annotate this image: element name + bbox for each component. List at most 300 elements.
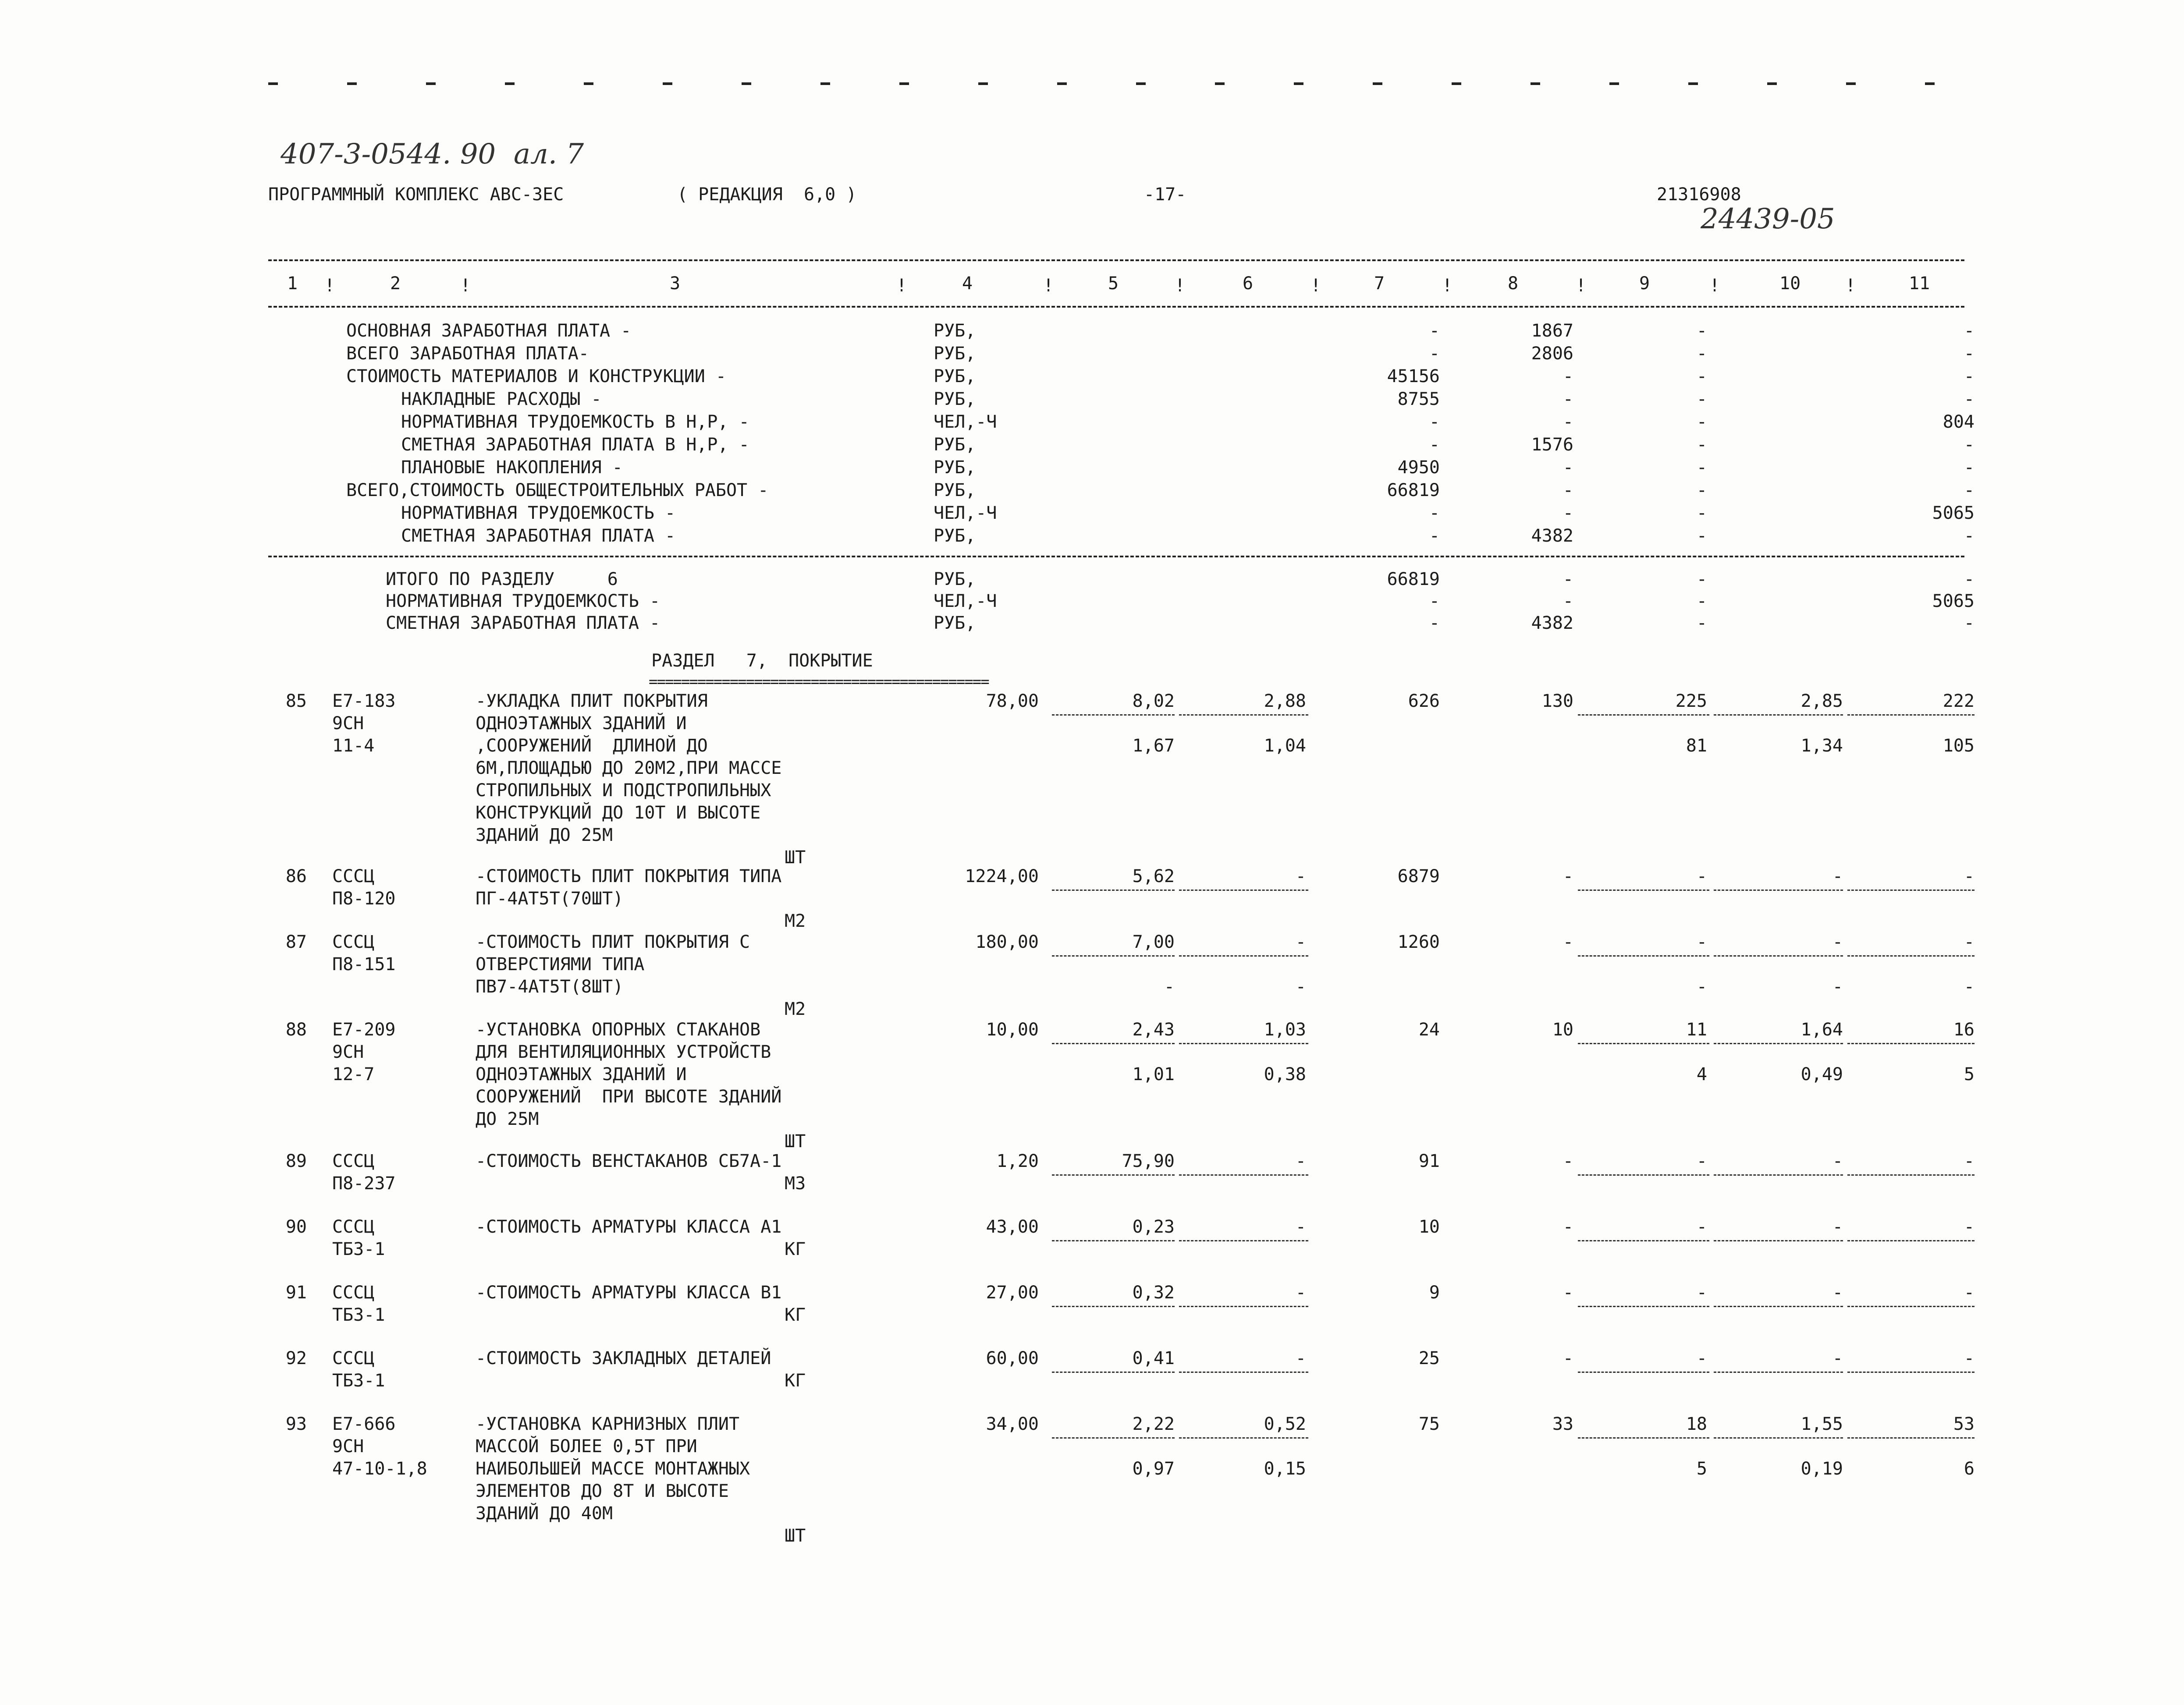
- item-c10: 2,85: [1800, 691, 1843, 711]
- column-separator: !: [1442, 276, 1453, 296]
- perforation-tick: [1057, 82, 1067, 85]
- totals-c9: -: [1696, 435, 1707, 455]
- totals-label: НОРМАТИВНАЯ ТРУДОЕМКОСТЬ -: [401, 503, 676, 523]
- item-description: -СТОИМОСТЬ АРМАТУРЫ КЛАССА А1: [476, 1217, 782, 1237]
- totals-c11: -: [1964, 457, 1974, 478]
- item-unit: КГ: [785, 1371, 806, 1391]
- item-description: ПГ-4АТ5Т(70ШТ): [476, 889, 624, 909]
- item-divider: [1714, 1437, 1843, 1439]
- totals-c8: -: [1563, 503, 1573, 523]
- column-separator: !: [1310, 276, 1321, 296]
- totals-c8: 2806: [1531, 344, 1573, 364]
- item-divider: [1847, 1306, 1974, 1307]
- totals-c9: -: [1696, 412, 1707, 432]
- item-description: ,СООРУЖЕНИЙ ДЛИНОЙ ДО: [476, 736, 708, 756]
- perforation-tick: [820, 82, 830, 85]
- item-c6: -: [1295, 1151, 1306, 1171]
- item-number: 86: [285, 866, 307, 886]
- totals-c7: 66819: [1387, 480, 1440, 500]
- item-c11b: 105: [1943, 736, 1974, 756]
- item-divider: [1578, 1306, 1709, 1307]
- item-divider: [1578, 1240, 1709, 1241]
- item-description: ДЛЯ ВЕНТИЛЯЦИОННЫХ УСТРОЙСТВ: [476, 1042, 771, 1062]
- totals-c11: -: [1964, 366, 1974, 386]
- totals-c8: 4382: [1531, 526, 1573, 546]
- item-c4: 1224,00: [965, 866, 1039, 886]
- item-description: -СТОИМОСТЬ ЗАКЛАДНЫХ ДЕТАЛЕЙ: [476, 1348, 771, 1368]
- item-c9: -: [1696, 866, 1707, 886]
- program-title: ПРОГРАММНЫЙ КОМПЛЕКС АВС-3ЕС: [268, 184, 564, 205]
- item-divider: [1179, 1043, 1308, 1044]
- item-description: КОНСТРУКЦИЙ ДО 10Т И ВЫСОТЕ: [476, 803, 761, 823]
- totals-c7: -: [1429, 344, 1440, 364]
- item-divider: [1052, 1372, 1175, 1373]
- item-c8: -: [1563, 1348, 1573, 1368]
- totals-c8: -: [1563, 389, 1573, 409]
- perforation-tick: [505, 82, 515, 85]
- item-description: СООРУЖЕНИЙ ПРИ ВЫСОТЕ ЗДАНИЙ: [476, 1087, 782, 1107]
- table-top-rule: [268, 259, 1964, 261]
- page-number: -17-: [1144, 184, 1186, 205]
- item-number: 88: [285, 1020, 307, 1040]
- item-divider: [1179, 1372, 1308, 1373]
- totals-label: СМЕТНАЯ ЗАРАБОТНАЯ ПЛАТА -: [401, 526, 676, 546]
- item-c10b: 1,34: [1800, 736, 1843, 756]
- summary-c9: -: [1696, 613, 1707, 633]
- item-c10: -: [1832, 932, 1843, 952]
- item-c11: -: [1964, 1283, 1974, 1303]
- item-description: ОТВЕРСТИЯМИ ТИПА: [476, 954, 645, 975]
- perforation-tick: [347, 82, 357, 85]
- summary-label: СМЕТНАЯ ЗАРАБОТНАЯ ПЛАТА -: [386, 613, 661, 633]
- item-number: 90: [285, 1217, 307, 1237]
- item-c10b: -: [1832, 977, 1843, 997]
- item-unit: КГ: [785, 1305, 806, 1325]
- totals-unit: ЧЕЛ,-Ч: [934, 412, 997, 432]
- column-separator: !: [324, 276, 335, 296]
- totals-rule: [268, 556, 1964, 557]
- item-c11b: 6: [1964, 1459, 1974, 1479]
- item-c9: -: [1696, 1283, 1707, 1303]
- column-number-8: 8: [1508, 273, 1519, 294]
- item-description: МАССОЙ БОЛЕЕ 0,5Т ПРИ: [476, 1436, 697, 1457]
- item-code: СССЦ: [332, 1151, 375, 1171]
- handwritten-code: 24439-05: [1701, 203, 1835, 235]
- item-unit: ШТ: [785, 1526, 806, 1546]
- item-description: ЗДАНИЙ ДО 40М: [476, 1503, 613, 1524]
- item-description: ЗДАНИЙ ДО 25М: [476, 825, 613, 845]
- item-c6b: 0,15: [1264, 1459, 1306, 1479]
- item-code: СССЦ: [332, 1348, 375, 1368]
- item-c9: -: [1696, 1217, 1707, 1237]
- perforation-tick: [1215, 82, 1225, 85]
- item-code: СССЦ: [332, 932, 375, 952]
- section-title-underline: ==========================================: [649, 673, 989, 691]
- totals-label: СМЕТНАЯ ЗАРАБОТНАЯ ПЛАТА В Н,Р, -: [401, 435, 749, 455]
- totals-label: ПЛАНОВЫЕ НАКОПЛЕНИЯ -: [401, 457, 623, 478]
- item-code: 9СН: [332, 1042, 364, 1062]
- perforation-tick: [268, 82, 278, 85]
- totals-unit: РУБ,: [934, 321, 976, 341]
- totals-c7: -: [1429, 435, 1440, 455]
- item-divider: [1714, 1372, 1843, 1373]
- summary-c8: 4382: [1531, 613, 1573, 633]
- item-divider: [1578, 955, 1709, 957]
- item-c6: -: [1295, 932, 1306, 952]
- totals-c11: 5065: [1932, 503, 1974, 523]
- totals-c8: 1576: [1531, 435, 1573, 455]
- item-divider: [1847, 955, 1974, 957]
- item-code: П8-151: [332, 954, 396, 975]
- totals-c8: -: [1563, 480, 1573, 500]
- item-description: -СТОИМОСТЬ ВЕНСТАКАНОВ СБ7А-1: [476, 1151, 782, 1171]
- item-code: Е7-183: [332, 691, 396, 711]
- item-divider: [1052, 714, 1175, 716]
- item-c11b: -: [1964, 977, 1974, 997]
- summary-c9: -: [1696, 569, 1707, 589]
- item-c11: -: [1964, 1151, 1974, 1171]
- item-description: -СТОИМОСТЬ ПЛИТ ПОКРЫТИЯ С: [476, 932, 750, 952]
- item-divider: [1052, 1240, 1175, 1241]
- item-c10: -: [1832, 1151, 1843, 1171]
- program-edition: ( РЕДАКЦИЯ 6,0 ): [677, 184, 857, 205]
- item-c10: -: [1832, 1348, 1843, 1368]
- item-c6: 1,03: [1264, 1020, 1306, 1040]
- item-c6: 2,88: [1264, 691, 1306, 711]
- item-description: ДО 25М: [476, 1109, 539, 1129]
- item-divider: [1847, 1174, 1974, 1176]
- summary-c11: -: [1964, 613, 1974, 633]
- item-number: 93: [285, 1414, 307, 1434]
- totals-unit: РУБ,: [934, 480, 976, 500]
- item-c5: 0,23: [1132, 1217, 1175, 1237]
- item-c10b: 0,49: [1800, 1064, 1843, 1085]
- item-c5: 0,32: [1132, 1283, 1175, 1303]
- totals-label: ВСЕГО ЗАРАБОТНАЯ ПЛАТА-: [346, 344, 589, 364]
- item-divider: [1578, 1372, 1709, 1373]
- item-c8: -: [1563, 932, 1573, 952]
- item-unit: ШТ: [785, 847, 806, 868]
- item-code: ТБ3-1: [332, 1305, 385, 1325]
- totals-c8: -: [1563, 412, 1573, 432]
- item-divider: [1052, 1306, 1175, 1307]
- item-divider: [1052, 890, 1175, 891]
- totals-c9: -: [1696, 321, 1707, 341]
- item-c7: 626: [1408, 691, 1440, 711]
- item-description: НАИБОЛЬШЕЙ МАССЕ МОНТАЖНЫХ: [476, 1459, 750, 1479]
- item-unit: М2: [785, 911, 806, 931]
- item-c8: -: [1563, 866, 1573, 886]
- summary-label: НОРМАТИВНАЯ ТРУДОЕМКОСТЬ -: [386, 591, 661, 611]
- perforation-tick: [1846, 82, 1856, 85]
- totals-c7: -: [1429, 526, 1440, 546]
- column-separator: !: [1043, 276, 1054, 296]
- item-divider: [1714, 714, 1843, 716]
- item-c4: 180,00: [975, 932, 1039, 952]
- item-c8: 130: [1541, 691, 1573, 711]
- totals-label: ОСНОВНАЯ ЗАРАБОТНАЯ ПЛАТА -: [346, 321, 632, 341]
- item-description: -УСТАНОВКА ОПОРНЫХ СТАКАНОВ: [476, 1020, 761, 1040]
- column-number-9: 9: [1639, 273, 1650, 294]
- perforation-tick: [1688, 82, 1698, 85]
- column-number-1: 1: [287, 273, 298, 294]
- item-c10b: 0,19: [1800, 1459, 1843, 1479]
- item-divider: [1179, 955, 1308, 957]
- item-code: СССЦ: [332, 1283, 375, 1303]
- item-c6: -: [1295, 1283, 1306, 1303]
- perforation-tick: [1531, 82, 1540, 85]
- item-c10: -: [1832, 1283, 1843, 1303]
- item-c5b: -: [1164, 977, 1175, 997]
- item-c8: 10: [1552, 1020, 1573, 1040]
- item-c7: 24: [1418, 1020, 1440, 1040]
- item-divider: [1847, 1043, 1974, 1044]
- item-c7: 9: [1429, 1283, 1440, 1303]
- perforation-tick: [1452, 82, 1461, 85]
- perforation-tick: [1767, 82, 1777, 85]
- item-divider: [1847, 1372, 1974, 1373]
- item-c10: 1,55: [1800, 1414, 1843, 1434]
- totals-c7: -: [1429, 412, 1440, 432]
- item-unit: ШТ: [785, 1131, 806, 1152]
- item-divider: [1179, 1240, 1308, 1241]
- totals-unit: ЧЕЛ,-Ч: [934, 503, 997, 523]
- totals-unit: РУБ,: [934, 435, 976, 455]
- item-c9b: -: [1696, 977, 1707, 997]
- item-c9b: 5: [1696, 1459, 1707, 1479]
- summary-c11: -: [1964, 569, 1974, 589]
- item-c4: 34,00: [986, 1414, 1039, 1434]
- item-c9b: 4: [1696, 1064, 1707, 1085]
- item-c10: 1,64: [1800, 1020, 1843, 1040]
- totals-c11: -: [1964, 480, 1974, 500]
- item-number: 91: [285, 1283, 307, 1303]
- summary-c7: 66819: [1387, 569, 1440, 589]
- totals-c11: -: [1964, 526, 1974, 546]
- item-description: -УКЛАДКА ПЛИТ ПОКРЫТИЯ: [476, 691, 708, 711]
- item-divider: [1179, 1174, 1308, 1176]
- item-divider: [1847, 1437, 1974, 1439]
- summary-c8: -: [1563, 569, 1573, 589]
- summary-unit: РУБ,: [934, 569, 976, 589]
- document-number: 21316908: [1657, 184, 1741, 205]
- item-divider: [1179, 1306, 1308, 1307]
- item-divider: [1714, 1240, 1843, 1241]
- column-number-3: 3: [670, 273, 681, 294]
- item-divider: [1578, 714, 1709, 716]
- totals-label: СТОИМОСТЬ МАТЕРИАЛОВ И КОНСТРУКЦИИ -: [346, 366, 726, 386]
- item-description: -СТОИМОСТЬ ПЛИТ ПОКРЫТИЯ ТИПА: [476, 866, 782, 886]
- item-c5: 5,62: [1132, 866, 1175, 886]
- item-divider: [1847, 890, 1974, 891]
- summary-unit: ЧЕЛ,-Ч: [934, 591, 997, 611]
- totals-unit: РУБ,: [934, 526, 976, 546]
- item-c9b: 81: [1686, 736, 1707, 756]
- column-number-2: 2: [390, 273, 401, 294]
- totals-label: НОРМАТИВНАЯ ТРУДОЕМКОСТЬ В Н,Р, -: [401, 412, 749, 432]
- item-code: ТБ3-1: [332, 1239, 385, 1259]
- item-c7: 1260: [1397, 932, 1440, 952]
- perforation-tick: [742, 82, 751, 85]
- item-c6b: 0,38: [1264, 1064, 1306, 1085]
- item-c5: 8,02: [1132, 691, 1175, 711]
- item-divider: [1179, 890, 1308, 891]
- item-c4: 78,00: [986, 691, 1039, 711]
- item-c7: 10: [1418, 1217, 1440, 1237]
- column-number-4: 4: [962, 273, 973, 294]
- item-divider: [1714, 890, 1843, 891]
- item-c10: -: [1832, 866, 1843, 886]
- totals-c9: -: [1696, 457, 1707, 478]
- item-divider: [1714, 1174, 1843, 1176]
- item-c11b: 5: [1964, 1064, 1974, 1085]
- summary-c8: -: [1563, 591, 1573, 611]
- item-c7: 75: [1418, 1414, 1440, 1434]
- handwritten-doc-ref: 407-3-0544. 90 ал. 7: [281, 138, 584, 170]
- perforation-tick: [978, 82, 988, 85]
- item-number: 87: [285, 932, 307, 952]
- item-code: 11-4: [332, 736, 375, 756]
- item-c11: 16: [1953, 1020, 1974, 1040]
- item-divider: [1578, 1437, 1709, 1439]
- column-separator: !: [1709, 276, 1720, 296]
- item-c11: -: [1964, 932, 1974, 952]
- item-divider: [1847, 714, 1974, 716]
- item-c8: -: [1563, 1217, 1573, 1237]
- item-code: 9СН: [332, 1436, 364, 1457]
- totals-c11: -: [1964, 435, 1974, 455]
- item-c4: 60,00: [986, 1348, 1039, 1368]
- column-number-7: 7: [1374, 273, 1385, 294]
- item-c9: -: [1696, 1151, 1707, 1171]
- totals-unit: РУБ,: [934, 389, 976, 409]
- item-c6: -: [1295, 866, 1306, 886]
- item-description: ЭЛЕМЕНТОВ ДО 8Т И ВЫСОТЕ: [476, 1481, 729, 1501]
- perforation-tick: [663, 82, 672, 85]
- totals-c11: 804: [1943, 412, 1974, 432]
- totals-c9: -: [1696, 526, 1707, 546]
- item-code: 47-10-1,8: [332, 1459, 427, 1479]
- item-c5: 2,22: [1132, 1414, 1175, 1434]
- item-c9: 11: [1686, 1020, 1707, 1040]
- summary-c7: -: [1429, 613, 1440, 633]
- item-code: Е7-666: [332, 1414, 396, 1434]
- column-separator: !: [460, 276, 471, 296]
- item-c6: -: [1295, 1348, 1306, 1368]
- item-description: ПВ7-4АТ5Т(8ШТ): [476, 977, 624, 997]
- totals-c8: 1867: [1531, 321, 1573, 341]
- item-c6: 0,52: [1264, 1414, 1306, 1434]
- perforation-tick: [584, 82, 593, 85]
- totals-c7: -: [1429, 503, 1440, 523]
- totals-c9: -: [1696, 389, 1707, 409]
- column-number-11: 11: [1909, 273, 1930, 294]
- item-divider: [1578, 890, 1709, 891]
- item-c11: 222: [1943, 691, 1974, 711]
- item-c5: 75,90: [1122, 1151, 1175, 1171]
- item-divider: [1578, 1043, 1709, 1044]
- summary-c9: -: [1696, 591, 1707, 611]
- summary-unit: РУБ,: [934, 613, 976, 633]
- column-separator: !: [1175, 276, 1186, 296]
- perforation-tick: [1373, 82, 1382, 85]
- totals-c11: -: [1964, 389, 1974, 409]
- item-description: ОДНОЭТАЖНЫХ ЗДАНИЙ И: [476, 713, 687, 734]
- item-description: СТРОПИЛЬНЫХ И ПОДСТРОПИЛЬНЫХ: [476, 780, 771, 801]
- item-divider: [1714, 1043, 1843, 1044]
- item-unit: КГ: [785, 1239, 806, 1259]
- item-number: 92: [285, 1348, 307, 1368]
- totals-c9: -: [1696, 503, 1707, 523]
- item-c4: 1,20: [996, 1151, 1039, 1171]
- section-title: РАЗДЕЛ 7, ПОКРЫТИЕ: [651, 651, 873, 671]
- item-c7: 25: [1418, 1348, 1440, 1368]
- item-c10: -: [1832, 1217, 1843, 1237]
- item-code: СССЦ: [332, 866, 375, 886]
- item-c9: 225: [1675, 691, 1707, 711]
- item-c5b: 1,01: [1132, 1064, 1175, 1085]
- perforation-tick: [1136, 82, 1146, 85]
- totals-c9: -: [1696, 344, 1707, 364]
- item-divider: [1179, 714, 1308, 716]
- item-unit: М3: [785, 1173, 806, 1194]
- item-c6b: 1,04: [1264, 736, 1306, 756]
- item-code: Е7-209: [332, 1020, 396, 1040]
- totals-c11: -: [1964, 344, 1974, 364]
- column-number-6: 6: [1243, 273, 1254, 294]
- totals-c9: -: [1696, 366, 1707, 386]
- summary-c7: -: [1429, 591, 1440, 611]
- item-c4: 10,00: [986, 1020, 1039, 1040]
- item-code: П8-237: [332, 1173, 396, 1194]
- column-separator: !: [1576, 276, 1587, 296]
- item-c4: 27,00: [986, 1283, 1039, 1303]
- item-c5b: 1,67: [1132, 736, 1175, 756]
- perforation-tick: [1609, 82, 1619, 85]
- item-description: ОДНОЭТАЖНЫХ ЗДАНИЙ И: [476, 1064, 687, 1085]
- item-code: ТБ3-1: [332, 1371, 385, 1391]
- item-code: 9СН: [332, 713, 364, 734]
- totals-c7: 4950: [1397, 457, 1440, 478]
- item-divider: [1052, 955, 1175, 957]
- item-c6: -: [1295, 1217, 1306, 1237]
- totals-c11: -: [1964, 321, 1974, 341]
- item-c7: 91: [1418, 1151, 1440, 1171]
- header-bottom-rule: [268, 306, 1964, 308]
- perforation-tick: [1925, 82, 1935, 85]
- item-c5: 2,43: [1132, 1020, 1175, 1040]
- item-divider: [1052, 1174, 1175, 1176]
- summary-c11: 5065: [1932, 591, 1974, 611]
- item-divider: [1578, 1174, 1709, 1176]
- totals-unit: РУБ,: [934, 457, 976, 478]
- item-divider: [1179, 1437, 1308, 1439]
- totals-c8: -: [1563, 457, 1573, 478]
- perforation-tick: [899, 82, 909, 85]
- item-c8: 33: [1552, 1414, 1573, 1434]
- item-c11: 53: [1953, 1414, 1974, 1434]
- item-c7: 6879: [1397, 866, 1440, 886]
- totals-c8: -: [1563, 366, 1573, 386]
- item-c9: -: [1696, 1348, 1707, 1368]
- item-number: 85: [285, 691, 307, 711]
- totals-c7: 45156: [1387, 366, 1440, 386]
- totals-c9: -: [1696, 480, 1707, 500]
- item-c9: -: [1696, 932, 1707, 952]
- item-code: 12-7: [332, 1064, 375, 1085]
- totals-c7: 8755: [1397, 389, 1440, 409]
- item-c8: -: [1563, 1151, 1573, 1171]
